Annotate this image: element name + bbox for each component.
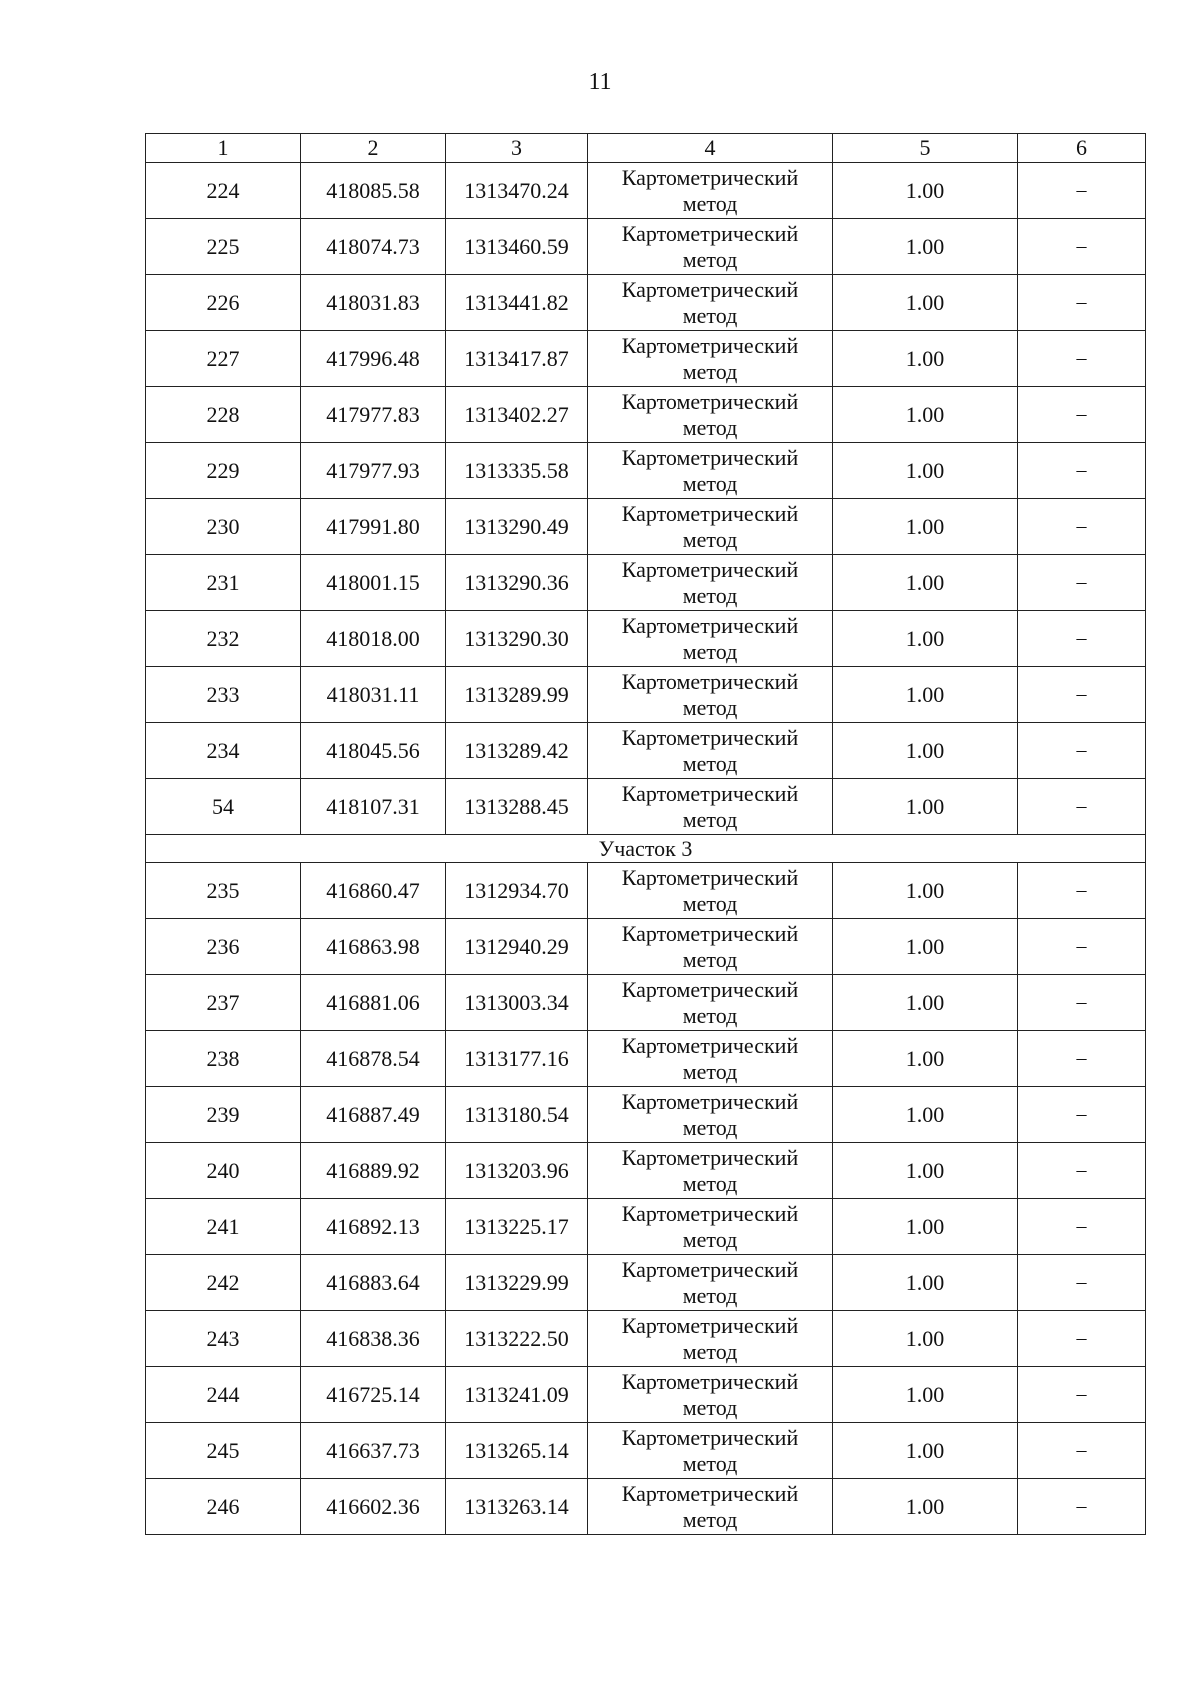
method-line: метод: [682, 302, 738, 328]
method-line: Картометрический: [621, 388, 799, 414]
x-coordinate-cell: 416883.64: [301, 1255, 446, 1311]
y-coordinate-cell: 1313290.49: [446, 499, 588, 555]
y-coordinate-cell: 1313417.87: [446, 331, 588, 387]
note-cell: –: [1018, 331, 1146, 387]
note-cell: –: [1018, 667, 1146, 723]
method-line: Картометрический: [621, 556, 799, 582]
note-cell: –: [1018, 1255, 1146, 1311]
x-coordinate-cell: 416602.36: [301, 1479, 446, 1535]
method-line: метод: [682, 358, 738, 384]
y-coordinate-cell: 1313402.27: [446, 387, 588, 443]
table-row: [146, 1199, 1146, 1255]
method-cell: [588, 1143, 833, 1199]
method-line: Картометрический: [621, 1144, 799, 1170]
method-line: метод: [682, 946, 738, 972]
method-line: Картометрический: [621, 1480, 799, 1506]
method-cell: [588, 863, 833, 919]
note-cell: –: [1018, 863, 1146, 919]
note-cell: –: [1018, 1367, 1146, 1423]
table-row: [146, 499, 1146, 555]
method-cell: [588, 443, 833, 499]
table-row: [146, 443, 1146, 499]
point-number-cell: 233: [146, 667, 301, 723]
point-number-cell: 244: [146, 1367, 301, 1423]
point-number-cell: 245: [146, 1423, 301, 1479]
accuracy-cell: 1.00: [833, 1143, 1018, 1199]
note-cell: –: [1018, 499, 1146, 555]
method-line: метод: [682, 1114, 738, 1140]
method-line: метод: [682, 582, 738, 608]
point-number-cell: 54: [146, 779, 301, 835]
table-row: [146, 667, 1146, 723]
method-line: метод: [682, 190, 738, 216]
y-coordinate-cell: 1312940.29: [446, 919, 588, 975]
accuracy-cell: 1.00: [833, 219, 1018, 275]
method-line: метод: [682, 1450, 738, 1476]
x-coordinate-cell: 418085.58: [301, 163, 446, 219]
accuracy-cell: 1.00: [833, 1423, 1018, 1479]
table-row: [146, 387, 1146, 443]
method-cell: [588, 919, 833, 975]
table-row: [146, 723, 1146, 779]
accuracy-cell: 1.00: [833, 1479, 1018, 1535]
method-line: метод: [682, 470, 738, 496]
y-coordinate-cell: 1313460.59: [446, 219, 588, 275]
method-cell: [588, 779, 833, 835]
x-coordinate-cell: 417977.83: [301, 387, 446, 443]
accuracy-cell: 1.00: [833, 275, 1018, 331]
note-cell: –: [1018, 275, 1146, 331]
point-number-cell: 246: [146, 1479, 301, 1535]
method-cell: [588, 1423, 833, 1479]
method-line: Картометрический: [621, 1368, 799, 1394]
column-header: 1: [146, 134, 301, 163]
point-number-cell: 239: [146, 1087, 301, 1143]
method-cell: [588, 331, 833, 387]
table-row: [146, 1311, 1146, 1367]
point-number-cell: 232: [146, 611, 301, 667]
method-cell: [588, 667, 833, 723]
point-number-cell: 225: [146, 219, 301, 275]
method-line: Картометрический: [621, 668, 799, 694]
y-coordinate-cell: 1313288.45: [446, 779, 588, 835]
note-cell: –: [1018, 1199, 1146, 1255]
method-cell: [588, 1479, 833, 1535]
method-cell: [588, 611, 833, 667]
x-coordinate-cell: 418074.73: [301, 219, 446, 275]
note-cell: –: [1018, 1143, 1146, 1199]
note-cell: –: [1018, 1423, 1146, 1479]
table-row: [146, 163, 1146, 219]
point-number-cell: 243: [146, 1311, 301, 1367]
point-number-cell: 242: [146, 1255, 301, 1311]
table-row: [146, 975, 1146, 1031]
point-number-cell: 228: [146, 387, 301, 443]
y-coordinate-cell: 1313265.14: [446, 1423, 588, 1479]
column-header: 4: [588, 134, 833, 163]
y-coordinate-cell: 1313289.99: [446, 667, 588, 723]
point-number-cell: 234: [146, 723, 301, 779]
table-row: [146, 1087, 1146, 1143]
table-row: [146, 1143, 1146, 1199]
method-line: Картометрический: [621, 1256, 799, 1282]
coordinates-table: [145, 133, 1146, 1535]
x-coordinate-cell: 417991.80: [301, 499, 446, 555]
method-line: Картометрический: [621, 724, 799, 750]
method-line: метод: [682, 1002, 738, 1028]
x-coordinate-cell: 416892.13: [301, 1199, 446, 1255]
y-coordinate-cell: 1313290.30: [446, 611, 588, 667]
table-row: [146, 275, 1146, 331]
method-line: метод: [682, 750, 738, 776]
section-title: Участок 3: [146, 835, 1146, 863]
method-line: Картометрический: [621, 500, 799, 526]
y-coordinate-cell: 1313003.34: [446, 975, 588, 1031]
y-coordinate-cell: 1313335.58: [446, 443, 588, 499]
method-line: Картометрический: [621, 1088, 799, 1114]
y-coordinate-cell: 1313180.54: [446, 1087, 588, 1143]
method-cell: [588, 1031, 833, 1087]
method-line: метод: [682, 1506, 738, 1532]
accuracy-cell: 1.00: [833, 1087, 1018, 1143]
accuracy-cell: 1.00: [833, 611, 1018, 667]
method-line: метод: [682, 1058, 738, 1084]
method-cell: [588, 555, 833, 611]
table-row: [146, 1367, 1146, 1423]
y-coordinate-cell: 1313289.42: [446, 723, 588, 779]
method-line: метод: [682, 1394, 738, 1420]
column-header: 5: [833, 134, 1018, 163]
method-line: метод: [682, 638, 738, 664]
method-cell: [588, 1367, 833, 1423]
point-number-cell: 229: [146, 443, 301, 499]
method-line: Картометрический: [621, 976, 799, 1002]
accuracy-cell: 1.00: [833, 1031, 1018, 1087]
table-row: [146, 1031, 1146, 1087]
method-cell: [588, 499, 833, 555]
method-line: Картометрический: [621, 164, 799, 190]
column-header: 6: [1018, 134, 1146, 163]
method-cell: [588, 1255, 833, 1311]
method-cell: [588, 387, 833, 443]
method-line: метод: [682, 806, 738, 832]
method-cell: [588, 1087, 833, 1143]
method-line: Картометрический: [621, 1424, 799, 1450]
x-coordinate-cell: 417996.48: [301, 331, 446, 387]
y-coordinate-cell: 1313470.24: [446, 163, 588, 219]
note-cell: –: [1018, 1311, 1146, 1367]
accuracy-cell: 1.00: [833, 1311, 1018, 1367]
accuracy-cell: 1.00: [833, 443, 1018, 499]
method-line: Картометрический: [621, 276, 799, 302]
note-cell: –: [1018, 387, 1146, 443]
point-number-cell: 235: [146, 863, 301, 919]
x-coordinate-cell: 418107.31: [301, 779, 446, 835]
point-number-cell: 240: [146, 1143, 301, 1199]
method-cell: [588, 723, 833, 779]
method-line: Картометрический: [621, 1032, 799, 1058]
point-number-cell: 231: [146, 555, 301, 611]
table-row: [146, 1255, 1146, 1311]
x-coordinate-cell: 418031.11: [301, 667, 446, 723]
method-line: Картометрический: [621, 444, 799, 470]
method-line: Картометрический: [621, 864, 799, 890]
method-line: метод: [682, 694, 738, 720]
table-row: [146, 555, 1146, 611]
x-coordinate-cell: 416881.06: [301, 975, 446, 1031]
point-number-cell: 241: [146, 1199, 301, 1255]
note-cell: –: [1018, 163, 1146, 219]
accuracy-cell: 1.00: [833, 975, 1018, 1031]
page-number: 11: [588, 69, 612, 95]
method-line: Картометрический: [621, 1200, 799, 1226]
accuracy-cell: 1.00: [833, 499, 1018, 555]
accuracy-cell: 1.00: [833, 555, 1018, 611]
x-coordinate-cell: 416887.49: [301, 1087, 446, 1143]
x-coordinate-cell: 416863.98: [301, 919, 446, 975]
note-cell: –: [1018, 555, 1146, 611]
note-cell: –: [1018, 723, 1146, 779]
method-line: метод: [682, 526, 738, 552]
table-row: [146, 863, 1146, 919]
method-line: метод: [682, 246, 738, 272]
method-line: Картометрический: [621, 332, 799, 358]
accuracy-cell: 1.00: [833, 163, 1018, 219]
accuracy-cell: 1.00: [833, 387, 1018, 443]
table-row: [146, 1479, 1146, 1535]
note-cell: –: [1018, 779, 1146, 835]
note-cell: –: [1018, 1479, 1146, 1535]
accuracy-cell: 1.00: [833, 863, 1018, 919]
table-row: [146, 331, 1146, 387]
method-cell: [588, 275, 833, 331]
column-header: 2: [301, 134, 446, 163]
x-coordinate-cell: 416838.36: [301, 1311, 446, 1367]
y-coordinate-cell: 1313441.82: [446, 275, 588, 331]
accuracy-cell: 1.00: [833, 919, 1018, 975]
table-row: [146, 1423, 1146, 1479]
point-number-cell: 236: [146, 919, 301, 975]
accuracy-cell: 1.00: [833, 667, 1018, 723]
x-coordinate-cell: 418045.56: [301, 723, 446, 779]
method-cell: [588, 1311, 833, 1367]
y-coordinate-cell: 1313225.17: [446, 1199, 588, 1255]
method-line: Картометрический: [621, 1312, 799, 1338]
x-coordinate-cell: 416878.54: [301, 1031, 446, 1087]
method-cell: [588, 219, 833, 275]
y-coordinate-cell: 1313263.14: [446, 1479, 588, 1535]
point-number-cell: 238: [146, 1031, 301, 1087]
method-line: Картометрический: [621, 920, 799, 946]
x-coordinate-cell: 417977.93: [301, 443, 446, 499]
point-number-cell: 230: [146, 499, 301, 555]
x-coordinate-cell: 416860.47: [301, 863, 446, 919]
y-coordinate-cell: 1313241.09: [446, 1367, 588, 1423]
note-cell: –: [1018, 611, 1146, 667]
y-coordinate-cell: 1313290.36: [446, 555, 588, 611]
point-number-cell: 227: [146, 331, 301, 387]
table-row: [146, 219, 1146, 275]
x-coordinate-cell: 416889.92: [301, 1143, 446, 1199]
y-coordinate-cell: 1312934.70: [446, 863, 588, 919]
column-header: 3: [446, 134, 588, 163]
note-cell: –: [1018, 443, 1146, 499]
accuracy-cell: 1.00: [833, 331, 1018, 387]
note-cell: –: [1018, 1031, 1146, 1087]
y-coordinate-cell: 1313222.50: [446, 1311, 588, 1367]
x-coordinate-cell: 416725.14: [301, 1367, 446, 1423]
method-line: Картометрический: [621, 220, 799, 246]
x-coordinate-cell: 418018.00: [301, 611, 446, 667]
method-line: метод: [682, 1338, 738, 1364]
section-row: [146, 835, 1146, 863]
method-line: Картометрический: [621, 612, 799, 638]
x-coordinate-cell: 418001.15: [301, 555, 446, 611]
method-cell: [588, 163, 833, 219]
method-cell: [588, 975, 833, 1031]
header-row: [146, 134, 1146, 163]
method-line: метод: [682, 890, 738, 916]
point-number-cell: 224: [146, 163, 301, 219]
note-cell: –: [1018, 975, 1146, 1031]
table-row: [146, 611, 1146, 667]
y-coordinate-cell: 1313203.96: [446, 1143, 588, 1199]
method-line: Картометрический: [621, 780, 799, 806]
y-coordinate-cell: 1313229.99: [446, 1255, 588, 1311]
x-coordinate-cell: 416637.73: [301, 1423, 446, 1479]
note-cell: –: [1018, 219, 1146, 275]
method-line: метод: [682, 1226, 738, 1252]
accuracy-cell: 1.00: [833, 723, 1018, 779]
table-row: [146, 919, 1146, 975]
table-body: [146, 163, 1146, 1535]
x-coordinate-cell: 418031.83: [301, 275, 446, 331]
accuracy-cell: 1.00: [833, 1255, 1018, 1311]
point-number-cell: 237: [146, 975, 301, 1031]
note-cell: –: [1018, 1087, 1146, 1143]
method-line: метод: [682, 414, 738, 440]
accuracy-cell: 1.00: [833, 1367, 1018, 1423]
accuracy-cell: 1.00: [833, 779, 1018, 835]
method-cell: [588, 1199, 833, 1255]
table-row: [146, 779, 1146, 835]
accuracy-cell: 1.00: [833, 1199, 1018, 1255]
point-number-cell: 226: [146, 275, 301, 331]
y-coordinate-cell: 1313177.16: [446, 1031, 588, 1087]
method-line: метод: [682, 1282, 738, 1308]
method-line: метод: [682, 1170, 738, 1196]
note-cell: –: [1018, 919, 1146, 975]
